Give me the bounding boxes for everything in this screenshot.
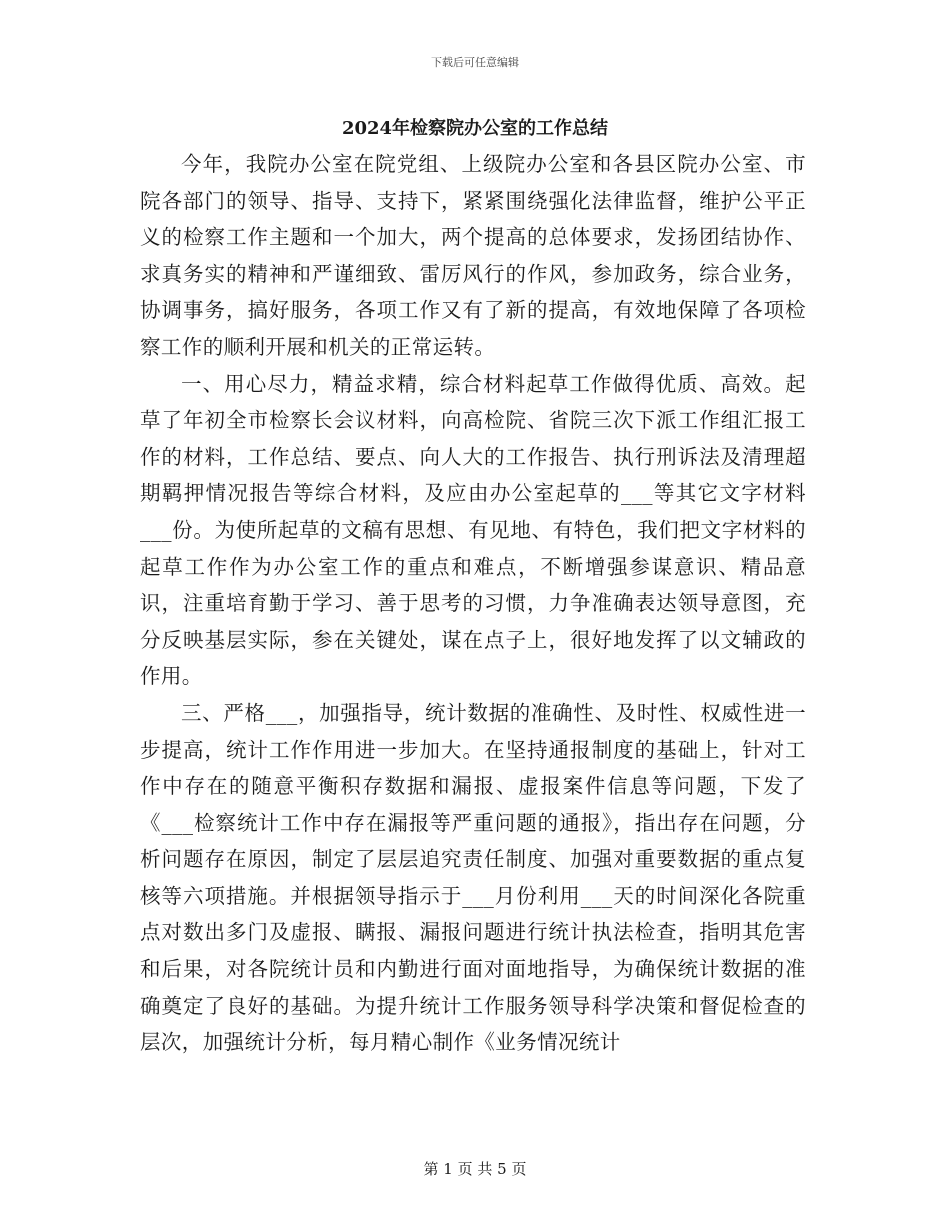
page-footer: 第 1 页 共 5 页 xyxy=(423,1160,527,1178)
document-title: 2024年检察院办公室的工作总结 xyxy=(341,118,609,139)
paragraph-intro: 今年，我院办公室在院党组、上级院办公室和各县区院办公室、市院各部门的领导、指导、支持下，紧紧围绕强化法律监督，维护公平正义的检察工作主题和一个加大，两个提高的总体要求，发扬团结协作、求真务实的精神和严谨细致、雷厉风行的作风，参加政务，综合业务，协调事务，搞好服务，各项工作又有了新的提高，有效地保障了各项检察工作的顺利开展和机关的正常运转。 xyxy=(140,152,806,359)
paragraph-section-1: 一、用心尽力，精益求精，综合材料起草工作做得优质、高效。起草了年初全市检察长会议材料，向高检院、省院三次下派工作组汇报工作的材料，工作总结、要点、向人大的工作报告、执行刑诉法及清理超期羁押情况报告等综合材料，及应由办公室起草的___等其它文字材料___份。为使所起草的文稿有思想、有见地、有特色，我们把文字材料的起草工作作为办公室工作的重点和难点，不断增强参谋意识、精品意识，注重培育勤于学习、善于思考的习惯，力争准确表达领导意图，充分反映基层实际，参在关键处，谋在点子上，很好地发挥了以文辅政的作用。 xyxy=(140,371,806,689)
document-body xyxy=(140,146,806,1061)
header-note: 下载后可任意编辑 xyxy=(431,56,519,69)
paragraph-section-3: 三、严格___，加强指导，统计数据的准确性、及时性、权威性进一步提高，统计工作作用进一步加大。在坚持通报制度的基础上，针对工作中存在的随意平衡积存数据和漏报、虚报案件信息等问题，下发了《___检察统计工作中存在漏报等严重问题的通报》，指出存在问题，分析问题存在原因，制定了层层追究责任制度、加强对重要数据的重点复核等六项措施。并根据领导指示于___月份利用___天的时间深化各院重点对数出多门及虚报、瞒报、漏报问题进行统计执法检查，指明其危害和后果，对各院统计员和内勤进行面对面地指导，为确保统计数据的准确奠定了良好的基础。为提升统计工作服务领导科学决策和督促检查的层次，加强统计分析，每月精心制作《业务情况统计 xyxy=(140,700,806,1055)
